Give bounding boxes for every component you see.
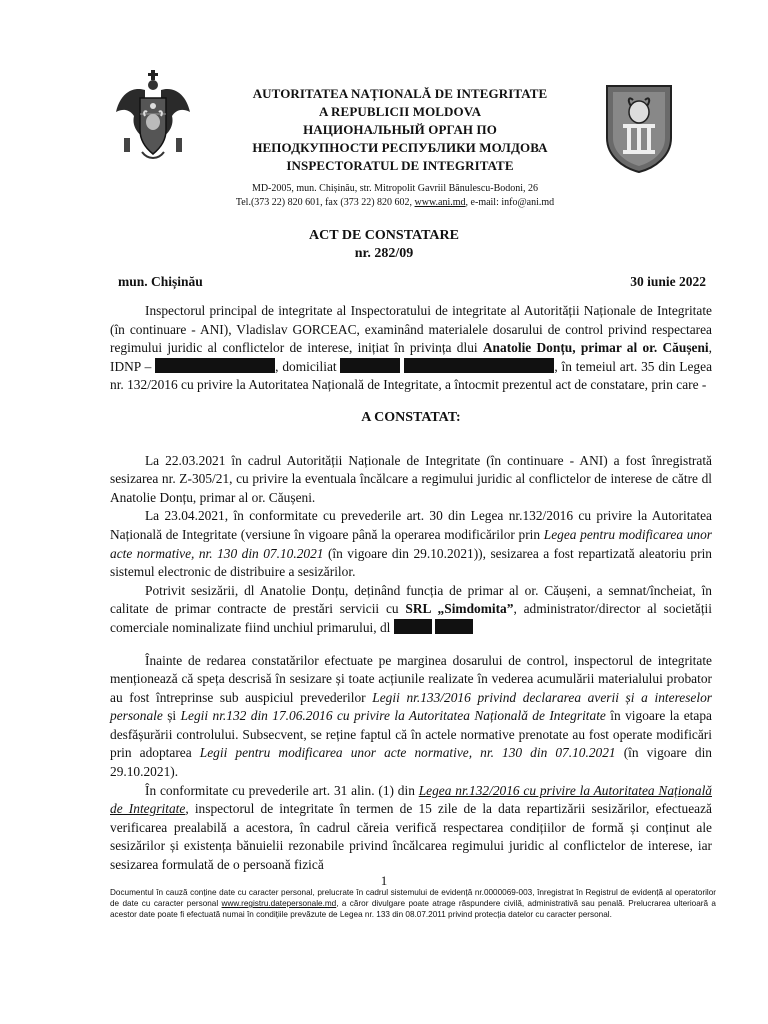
header-line: НАЦИОНАЛЬНЫЙ ОРГАН ПО (303, 122, 497, 137)
paragraph-text: Înainte de redarea constatărilor efectuate pe marginea dosarului de control, inspectorul de integritate menționează că speța descrisă în sesizare și toate acțiunile realizate în vederea acumulării materialului probator au fost întreprinse sub auspiciul prevederilor (110, 652, 712, 705)
redaction-bar (404, 358, 554, 373)
company-name: SRL „Simdomita” (405, 601, 514, 617)
paragraph-text: , inspectorul de integritate în termen de 15 zile de la data repartizării sesizărilor, efectuează verificarea prealabilă a acestora, în cadrul căreia verifică respectarea condițiilor de formă și conținut ale sesizărilor și existența bănuielii rezonabile privind încălcarea regimului juridic al conflictelor de interese, iar sesizarea formulată de o persoană fizică (110, 801, 712, 873)
institution-header (205, 85, 595, 175)
intro-text: , IDNP – (110, 340, 712, 374)
footer-text: Documentul în cauză conține date cu caracter personal, prelucrate în cadrul sistemului de evidență nr.0000069-003, înregistrat în Registrul de evidență al operatorilor de date cu caracter personal (110, 888, 716, 908)
website-link[interactable]: www.ani.md (414, 197, 466, 208)
paragraph-text: La 23.04.2021, în conformitate cu prevederile art. 30 din Legea nr.132/2016 cu privire la Autoritatea Națională de Integritate (versiune în vigoare până la operarea modificărilor prin (110, 508, 712, 542)
law-reference: Legii pentru modificarea unor acte normative, nr. 130 din 07.10.2021 (199, 745, 616, 761)
document-number: nr. 282/09 (354, 246, 414, 261)
section-heading: A CONSTATAT: (361, 409, 461, 425)
address: MD-2005, mun. Chișinău, str. Mitropolit Gavriil Bănulescu-Bodoni, 26 (251, 183, 539, 194)
intro-paragraph (110, 302, 712, 395)
document-place: mun. Chișinău (118, 274, 203, 289)
intro-text: Inspectorul principal de integritate al Inspectoratului de integritate al Autorității Naționale de Integritate (în continuare - ANI), Vladislav GORCEAC, examinând materialele dosarului de control privind respectarea regimului juridic al conflictelor de interese, inițiat în privința dlui (110, 303, 712, 356)
header-line: AUTORITATEA NAȚIONALĂ DE INTEGRITATE (252, 86, 548, 101)
intro-text: , domiciliat (275, 358, 341, 374)
paragraph-text: , administrator/director al societății comerciale nominalizate fiind unchiul primarului, dl (110, 601, 712, 635)
law-reference: Legea pentru modificarea unor acte normative, nr. 130 din 07.10.2021 (110, 526, 712, 561)
redaction-bar (435, 619, 473, 634)
page-number: 1 (380, 873, 388, 888)
paragraph-4 (110, 652, 712, 782)
paragraph-text: În conformitate cu prevederile art. 31 alin. (1) din (145, 782, 419, 798)
paragraph-3 (110, 582, 712, 638)
footer-note (110, 887, 716, 920)
paragraph-2 (110, 507, 712, 581)
registry-link[interactable]: www.registru.datepersonale.md (221, 899, 337, 908)
redaction-bar (340, 358, 400, 373)
intro-text: , în temeiul art. 35 din Legea nr. 132/2016 cu privire la Autoritatea Națională de Integritate, a întocmit prezentul act de constatare, prin care - (110, 358, 713, 393)
header-line: INSPECTORATUL DE INTEGRITATE (286, 158, 514, 173)
law-reference: Legea nr.132/2016 cu privire la Autoritatea Națională de Integritate (110, 782, 712, 817)
paragraph-5 (110, 782, 712, 875)
contact-info (170, 182, 620, 210)
law-reference: Legii nr.132 din 17.06.2016 cu privire la Autoritatea Națională de Integritate (180, 708, 606, 724)
header-line: НЕПОДКУПНОСТИ РЕСПУБЛИКИ МОЛДОВА (252, 140, 548, 155)
moldova-coat-of-arms-icon (112, 68, 194, 168)
paragraph-1: La 22.03.2021 în cadrul Autorității Naționale de Integritate (în continuare - ANI) a fost înregistrată sesizarea nr. Z-305/21, cu privire la eventuala încălcare a regimului juridic al conflictelor de interese de către dl Anatolie Donțu, primar al or. Căușeni. (110, 452, 712, 505)
causeni-coat-of-arms-icon (603, 82, 675, 174)
document-title-block (0, 227, 768, 263)
subject-name: Anatolie Donțu, primar al or. Căușeni (482, 340, 709, 356)
paragraph-text: și (162, 708, 181, 724)
law-reference: Legii nr.133/2016 privind declararea averii și a intereselor personale (110, 689, 713, 724)
document-body (110, 302, 712, 875)
redaction-bar (155, 358, 275, 373)
redaction-bar (394, 619, 432, 634)
paragraph-text: (în vigoare din 29.10.2021)), sesizarea a fost repartizată aleatoriu prin sistemul electronic de distribuire a sesizărilor. (110, 545, 712, 580)
paragraph-text: (în vigoare din 29.10.2021). (110, 745, 712, 780)
paragraph-text: Potrivit sesizării, dl Anatolie Donțu, deținând funcția de primar al or. Căușeni, a semnat/încheiat, în calitate de primar contracte de prestări servicii cu (110, 582, 712, 617)
document-title: ACT DE CONSTATARE (309, 228, 459, 243)
paragraph-text: în vigoare la etapa desfășurării controlului. Subsecvent, se reține faptul că în actele normative prenotate au fost operate modificări prin adoptarea (110, 708, 712, 761)
phone-fax: Tel.(373 22) 820 601, fax (373 22) 820 602, (235, 197, 415, 208)
footer-text: , a căror divulgare poate atrage răspundere civilă, administrativă sau penală. Prelucrarea ulterioară a acestor date poate fi efectuată numai în condițiile prevăzute de Legea nr. 133 din 08.07.2011 privind protecția datelor cu caracter personal. (110, 899, 716, 919)
header-line: A REPUBLICII MOLDOVA (318, 104, 482, 119)
phone-line (170, 196, 620, 210)
email: , e-mail: info@ani.md (465, 197, 555, 208)
document-date: 30 iunie 2022 (630, 274, 706, 289)
